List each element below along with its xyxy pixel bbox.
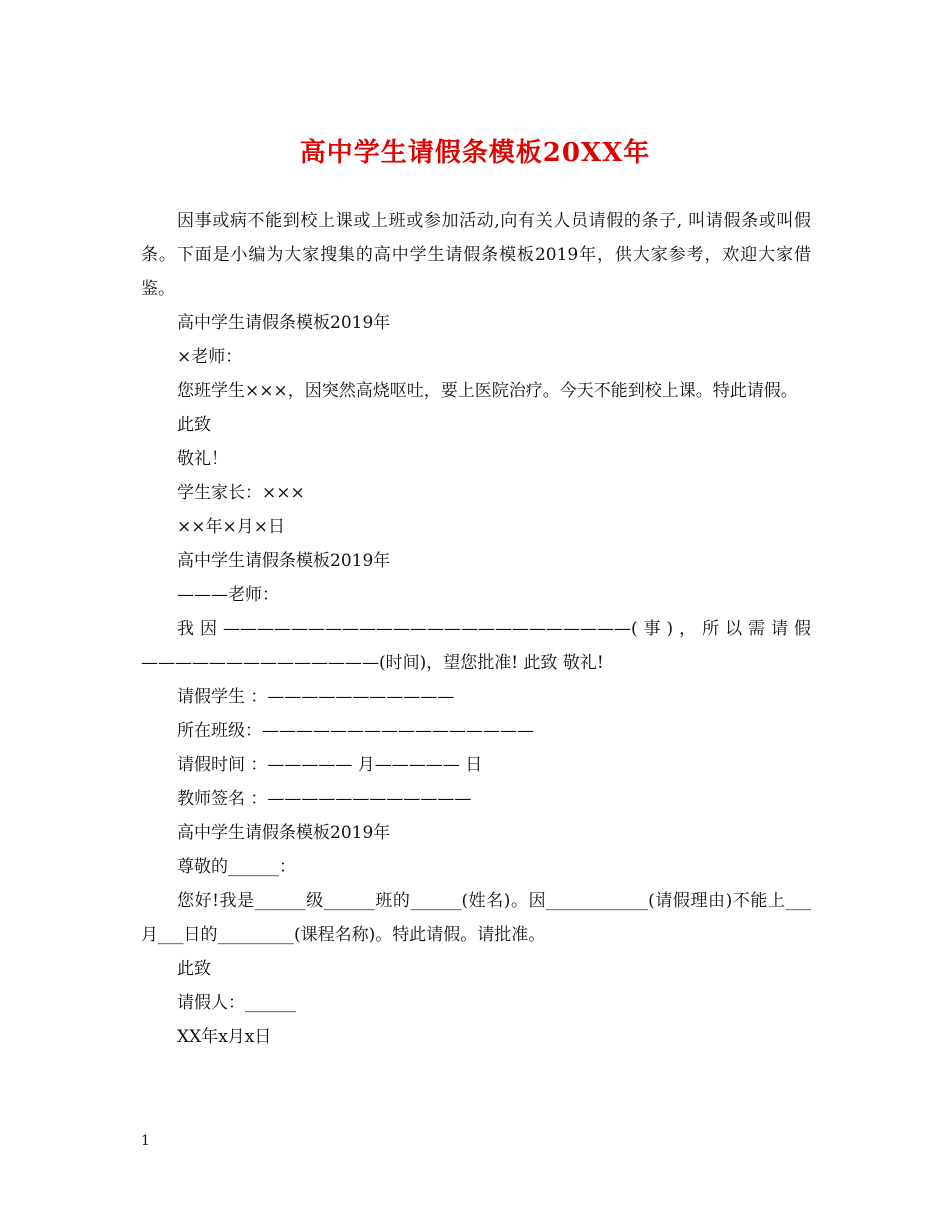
template-2-heading: 高中学生请假条模板2019年 bbox=[177, 551, 391, 571]
template-2-class-field: 所在班级：———————————————— bbox=[177, 721, 534, 741]
template-2-student-field: 请假学生 ：——————————— bbox=[177, 687, 455, 707]
template-1-regards: 敬礼！ bbox=[177, 449, 228, 469]
template-1-body: 您班学生×××，因突然高烧呕吐，要上医院治疗。今天不能到校上课。特此请假。 bbox=[177, 381, 798, 401]
template-3-date: XX年x月x日 bbox=[177, 1027, 272, 1047]
template-3-closing: 此致 bbox=[177, 959, 211, 979]
template-1-salutation: ×老师： bbox=[177, 347, 243, 367]
template-3-requester: 请假人：______ bbox=[177, 993, 296, 1013]
template-2-time-field: 请假时间 ：————— 月————— 日 bbox=[177, 755, 483, 775]
intro-paragraph: 因事或病不能到校上课或上班或参加活动,向有关人员请假的条子, 叫请假条或叫假条。下面是小编为大家搜集的高中学生请假条模板2019年，供大家参考，欢迎大家借鉴。 bbox=[141, 211, 811, 299]
template-1-heading: 高中学生请假条模板2019年 bbox=[177, 313, 391, 333]
template-1-closing: 此致 bbox=[177, 415, 211, 435]
page-number: 1 bbox=[141, 1133, 150, 1149]
template-2-salutation: ———老师： bbox=[177, 585, 279, 605]
template-3-heading: 高中学生请假条模板2019年 bbox=[177, 823, 391, 843]
document-body bbox=[141, 204, 811, 1054]
template-3-body: 您好!我是______级______班的______(姓名)。因____________(请假理由)不能上___月___日的_________(课程名称)。特此请假。请批准。 bbox=[141, 891, 811, 945]
template-3-salutation: 尊敬的______： bbox=[177, 857, 296, 877]
template-1-signer: 学生家长：××× bbox=[177, 483, 305, 503]
template-2-body: 我因————————————————————————(事)，所以需请假——————————————(时间)，望您批准! 此致 敬礼! bbox=[141, 619, 811, 673]
template-1-date: ××年×月×日 bbox=[177, 517, 285, 537]
template-2-teacher-signature-field: 教师签名 ：———————————— bbox=[177, 789, 472, 809]
document-title: 高中学生请假条模板20XX年 bbox=[299, 138, 651, 168]
